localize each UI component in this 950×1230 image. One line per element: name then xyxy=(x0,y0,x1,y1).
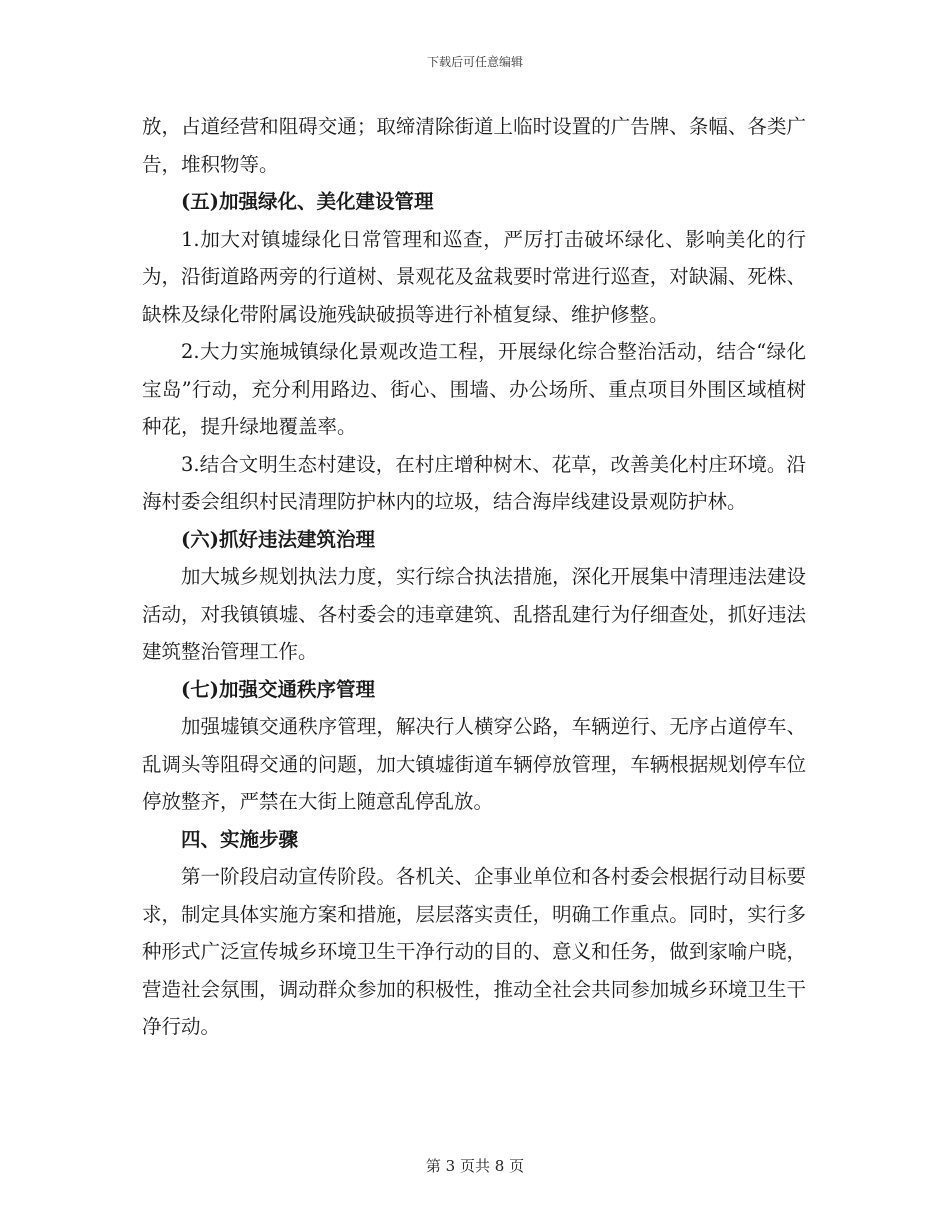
paragraph: 1.加大对镇墟绿化日常管理和巡查，严厉打击破坏绿化、影响美化的行为，沿街道路两旁的行道树、景观花及盆栽要时常进行巡查，对缺漏、死株、缺株及绿化带附属设施残缺破损等进行补植复绿、维护修整。 xyxy=(142,227,806,326)
section-heading: (五)加强绿化、美化建设管理 xyxy=(181,190,434,213)
paragraph: 3.结合文明生态村建设，在村庄增种树木、花草，改善美化村庄环境。沿海村委会组织村民清理防护林内的垃圾，结合海岸线建设景观防护林。 xyxy=(142,452,806,513)
paragraph: 加大城乡规划执法力度，实行综合执法措施，深化开展集中清理违法建设活动，对我镇镇墟、各村委会的违章建筑、乱搭乱建行为仔细查处，抓好违法建筑整治管理工作。 xyxy=(142,565,806,663)
section-heading: (七)加强交通秩序管理 xyxy=(181,677,375,701)
section-heading: 四、实施步骤 xyxy=(181,827,299,851)
document-body xyxy=(142,108,806,1046)
paragraph: 2.大力实施城镇绿化景观改造工程，开展绿化综合整治活动，结合“绿化宝岛”行动，充分利用路边、街心、围墙、办公场所、重点项目外围区域植树种花，提升绿地覆盖率。 xyxy=(142,340,806,438)
paragraph: 第一阶段启动宣传阶段。各机关、企事业单位和各村委会根据行动目标要求，制定具体实施方案和措施，层层落实责任，明确工作重点。同时，实行多种形式广泛宣传城乡环境卫生干净行动的目的、意义和任务，做到家喻户晓，营造社会氛围，调动群众参加的积极性，推动全社会共同参加城乡环境卫生干净行动。 xyxy=(142,865,806,1038)
paragraph: 放，占道经营和阻碍交通；取缔清除街道上临时设置的广告牌、条幅、各类广告，堆积物等。 xyxy=(142,115,806,176)
page-header: 下载后可任意编辑 xyxy=(426,55,523,69)
page-footer: 第 3 页共 8 页 xyxy=(425,1157,525,1175)
paragraph: 加强墟镇交通秩序管理，解决行人横穿公路，车辆逆行、无序占道停车、乱调头等阻碍交通的问题，加大镇墟街道车辆停放管理，车辆根据规划停车位停放整齐，严禁在大街上随意乱停乱放。 xyxy=(142,715,806,813)
section-heading: (六)抓好违法建筑治理 xyxy=(181,527,375,551)
